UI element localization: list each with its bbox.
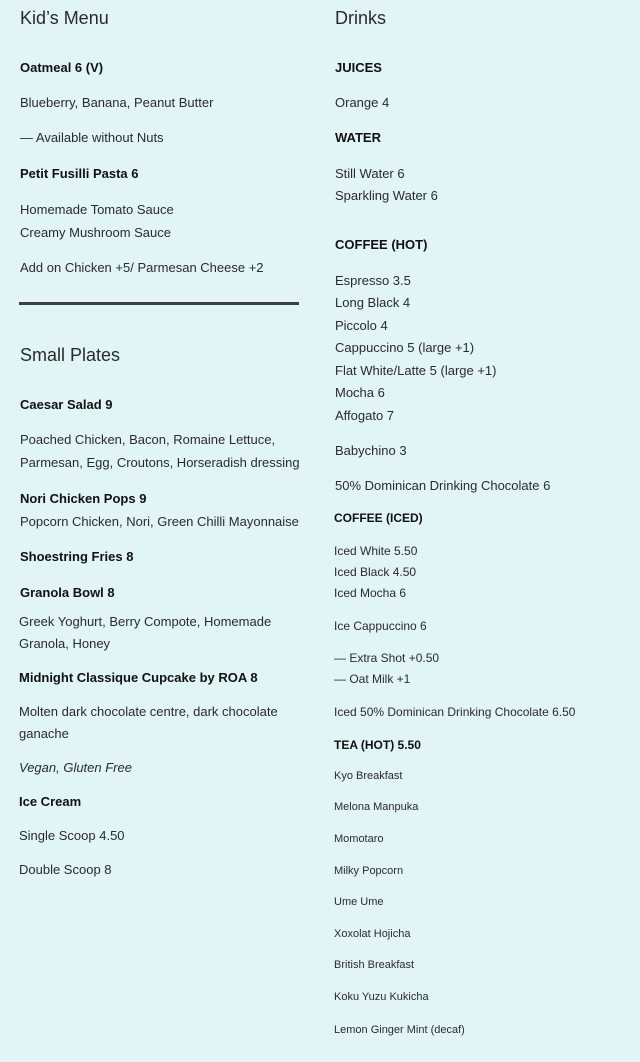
caesar-title: Caesar Salad 9: [20, 397, 113, 412]
coffee-iced-title: COFFEE (ICED): [334, 511, 423, 525]
dominican-hot: 50% Dominican Drinking Chocolate 6: [335, 478, 551, 493]
tea-item: Milky Popcorn: [334, 865, 404, 877]
kids-menu-heading: Kid’s Menu: [20, 8, 109, 28]
granola-desc-line-1: Greek Yoghurt, Berry Compote, Homemade: [19, 614, 272, 629]
oatmeal-title: Oatmeal 6 (V): [20, 60, 104, 75]
granola-title: Granola Bowl 8: [20, 585, 115, 600]
caesar-desc-line-2: Parmesan, Egg, Croutons, Horseradish dressing: [20, 455, 300, 470]
tea-item: British Breakfast: [334, 959, 415, 971]
iced-item: Iced White 5.50: [334, 544, 418, 558]
section-divider: [19, 302, 299, 305]
iced-item: Iced Black 4.50: [334, 565, 417, 579]
tea-item: Xoxolat Hojicha: [334, 928, 411, 940]
hot-item: Piccolo 4: [335, 318, 388, 333]
hot-item: Affogato 7: [335, 408, 395, 423]
drinks-heading: Drinks: [335, 8, 387, 28]
tea-item: Ume Ume: [334, 896, 384, 908]
small-plates-heading: Small Plates: [20, 345, 121, 365]
cupcake-desc-line-1: Molten dark chocolate centre, dark chocolate: [19, 704, 278, 719]
hot-item: Cappuccino 5 (large +1): [335, 340, 475, 355]
cupcake-dietary-note: Vegan, Gluten Free: [19, 760, 132, 775]
granola-desc-line-2: Granola, Honey: [19, 636, 111, 651]
hot-item: Espresso 3.5: [335, 273, 411, 288]
hot-item: Long Black 4: [335, 295, 411, 310]
nori-title: Nori Chicken Pops 9: [20, 491, 147, 506]
pasta-sauce-tomato: Homemade Tomato Sauce: [20, 202, 174, 217]
nori-desc: Popcorn Chicken, Nori, Green Chilli Mayonnaise: [20, 514, 299, 529]
iced-item: Iced Mocha 6: [334, 586, 407, 600]
caesar-desc-line-1: Poached Chicken, Bacon, Romaine Lettuce,: [20, 432, 276, 447]
babychino: Babychino 3: [335, 443, 407, 458]
tea-item: Melona Manpuka: [334, 801, 419, 813]
dominican-iced: Iced 50% Dominican Drinking Chocolate 6.50: [334, 705, 576, 719]
icecream-single: Single Scoop 4.50: [19, 828, 125, 843]
pasta-title: Petit Fusilli Pasta 6: [20, 166, 139, 181]
extra-shot: — Extra Shot +0.50: [334, 651, 440, 665]
pasta-addon: Add on Chicken +5/ Parmesan Cheese +2: [20, 260, 264, 275]
ice-cappuccino: Ice Cappuccino 6: [334, 619, 427, 633]
cupcake-title: Midnight Classique Cupcake by ROA 8: [19, 670, 258, 685]
juices-title: JUICES: [335, 60, 382, 75]
fries-title: Shoestring Fries 8: [20, 549, 134, 564]
still-water: Still Water 6: [335, 166, 405, 181]
hot-item: Mocha 6: [335, 385, 385, 400]
tea-title: TEA (HOT) 5.50: [334, 738, 421, 752]
tea-item: Koku Yuzu Kukicha: [334, 991, 429, 1003]
oat-milk: — Oat Milk +1: [334, 672, 411, 686]
tea-item: Lemon Ginger Mint (decaf): [334, 1024, 465, 1036]
sparkling-water: Sparkling Water 6: [335, 188, 438, 203]
hot-item: Flat White/Latte 5 (large +1): [335, 363, 497, 378]
oatmeal-note: — Available without Nuts: [20, 130, 164, 145]
icecream-double: Double Scoop 8: [19, 862, 112, 877]
tea-item: Momotaro: [334, 833, 384, 845]
cupcake-desc-line-2: ganache: [19, 726, 69, 741]
juice-orange: Orange 4: [335, 95, 390, 110]
icecream-title: Ice Cream: [19, 794, 82, 809]
tea-item: Kyo Breakfast: [334, 770, 403, 782]
coffee-hot-title: COFFEE (HOT): [335, 237, 428, 252]
oatmeal-desc: Blueberry, Banana, Peanut Butter: [20, 95, 214, 110]
pasta-sauce-mushroom: Creamy Mushroom Sauce: [20, 225, 171, 240]
water-title: WATER: [335, 130, 381, 145]
